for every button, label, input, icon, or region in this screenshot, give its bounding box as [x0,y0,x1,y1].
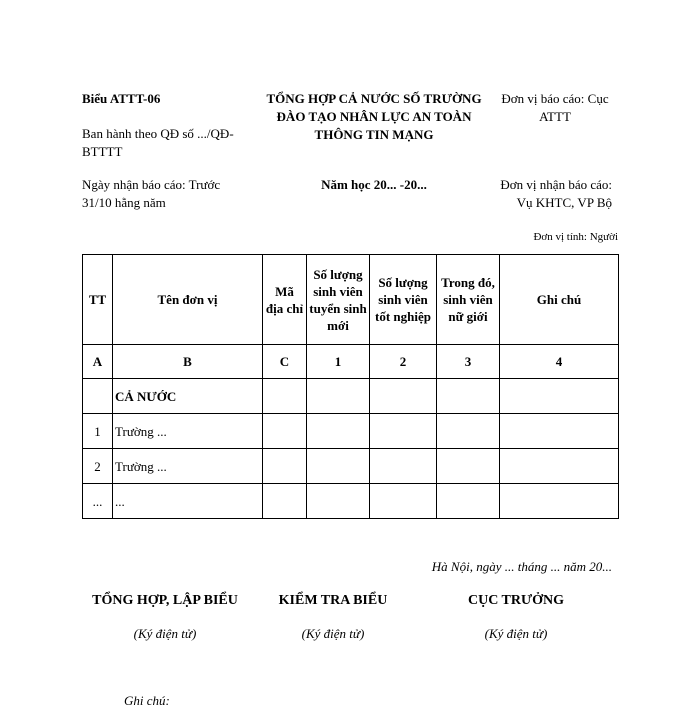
code-cell: A [83,345,113,379]
table-row [83,414,619,449]
code-cell: 4 [500,345,619,379]
header-unit-name: Tên đơn vị [113,255,263,345]
signature-note: (Ký điện tử) [133,626,197,641]
row-cell [263,449,307,484]
report-table [82,254,619,519]
row-cell [307,414,370,449]
header-graduates: Số lượng sinh viên tốt nghiệp [370,255,437,345]
signature-title: TỔNG HỢP, LẬP BIỂU [92,593,238,608]
row-cell [370,414,437,449]
table-row [83,379,619,414]
receiving-unit-label: Đơn vị nhận báo cáo: [500,177,612,192]
code-cell: 3 [437,345,500,379]
row-cell [500,449,619,484]
reporting-unit [490,90,620,126]
signature-note: (Ký điện tử) [301,626,365,641]
table-header-row [83,255,619,345]
row-cell [370,379,437,414]
row-cell [370,484,437,519]
signature-title: KIỂM TRA BIỂU [278,593,388,608]
row-tt [83,379,113,414]
school-year: Năm học 20... -20... [321,177,427,192]
row-cell [370,449,437,484]
place-date: Hà Nội, ngày ... tháng ... năm 20... [431,559,612,574]
code-cell: 2 [370,345,437,379]
row-tt: 2 [83,449,113,484]
row-cell [437,379,500,414]
row-cell [500,484,619,519]
header-new-enrollment: Số lượng sinh viên tuyển sinh mới [307,255,370,345]
issued-by: Ban hành theo QĐ số .../QĐ-BTTTT [82,126,234,159]
form-code: Biểu ATTT-06 [82,91,161,106]
signature-title: CỤC TRƯỞNG [467,593,565,608]
header-tt: TT [83,255,113,345]
signature-compiler [80,592,250,643]
row-cell [307,449,370,484]
signature-note: (Ký điện tử) [484,626,548,641]
footer-note: Ghi chú: [124,693,170,708]
report-title [250,90,498,144]
row-cell [263,484,307,519]
row-cell [307,484,370,519]
code-cell: B [113,345,263,379]
title-line-1: TỔNG HỢP CẢ NƯỚC SỐ TRƯỜNG [266,91,482,106]
row-cell [263,379,307,414]
row-cell [307,379,370,414]
receiving-unit-value: Vụ KHTC, VP Bộ [516,195,612,210]
table-row [83,484,619,519]
title-line-2: ĐÀO TẠO NHÂN LỰC AN TOÀN [276,109,472,124]
row-unit-name: Trường ... [113,449,263,484]
row-tt: 1 [83,414,113,449]
row-cell [437,484,500,519]
row-cell [500,379,619,414]
row-unit-name: Trường ... [113,414,263,449]
header-address-code: Mã địa chỉ [263,255,307,345]
signature-checker [253,592,413,643]
signature-director [436,592,596,643]
row-unit-name: CẢ NƯỚC [113,379,263,414]
table-row [83,449,619,484]
code-cell: 1 [307,345,370,379]
received-date: Ngày nhận báo cáo: Trước 31/10 hằng năm [82,177,221,210]
reporting-unit-value: ATTT [539,109,571,124]
table-code-row [83,345,619,379]
code-cell: C [263,345,307,379]
row-cell [437,414,500,449]
receiving-unit [470,176,612,212]
row-cell [500,414,619,449]
row-cell [437,449,500,484]
header-female: Trong đó, sinh viên nữ giới [437,255,500,345]
row-cell [263,414,307,449]
reporting-unit-label: Đơn vị báo cáo: Cục [501,91,609,106]
unit-of-measure: Đơn vị tính: Người [533,231,618,243]
row-unit-name: ... [113,484,263,519]
row-tt: ... [83,484,113,519]
title-line-3: THÔNG TIN MẠNG [314,127,434,142]
header-notes: Ghi chú [500,255,619,345]
